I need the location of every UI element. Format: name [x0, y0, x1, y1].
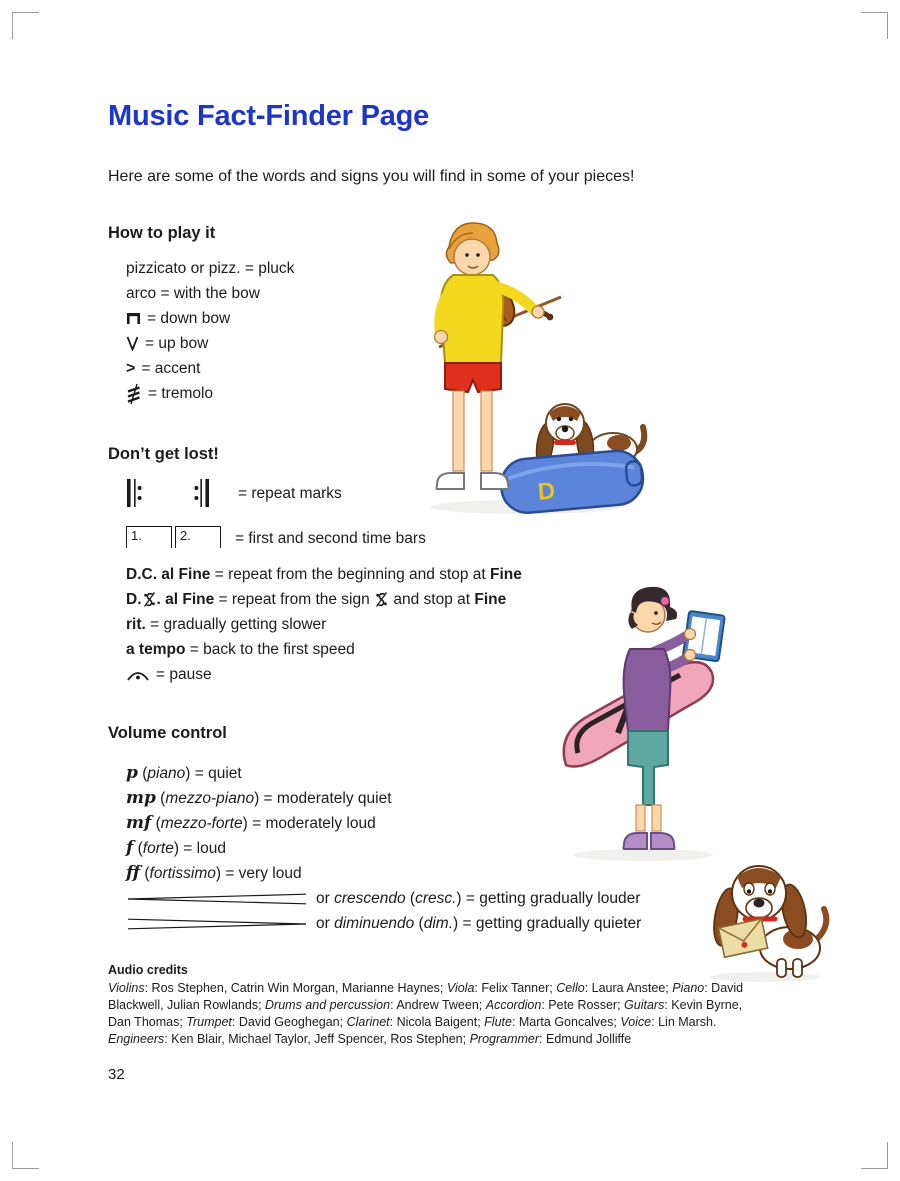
segno-icon — [143, 591, 156, 608]
cresc-definition: ) = getting gradually louder — [456, 890, 641, 907]
open-paren: ( — [137, 765, 148, 782]
cresc-abbr: cresc. — [415, 890, 457, 907]
credit-label: Clarinet — [346, 1015, 390, 1029]
crescendo-line — [126, 886, 768, 911]
credit-names: : Felix Tanner; — [474, 981, 557, 995]
credit-names: : Ken Blair, Michael Taylor, Jeff Spencer, Ros Stephen; — [164, 1032, 470, 1046]
credits-text — [108, 980, 753, 1048]
cresc-mid: ( — [405, 890, 416, 907]
dim-pre: or — [316, 915, 335, 932]
credit-label: Programmer — [469, 1032, 540, 1046]
segno-icon — [375, 591, 388, 608]
accent-label: = accent — [141, 360, 201, 377]
open-paren: ( — [155, 790, 166, 807]
piano-term: piano — [147, 765, 186, 782]
crescendo-hairpin-icon — [126, 893, 308, 905]
credits-heading: Audio credits — [108, 963, 188, 977]
credit-label: Viola — [446, 981, 475, 995]
fortissimo-definition: ) = very loud — [215, 865, 302, 882]
open-paren: ( — [133, 840, 143, 857]
crop-mark-bottom-left — [12, 1142, 39, 1169]
page-number: 32 — [108, 1066, 125, 1083]
credit-label: Flute — [484, 1015, 512, 1029]
a-tempo-term: a tempo — [126, 641, 186, 658]
credit-label: Cello — [556, 981, 585, 995]
credit-names: : Pete Rosser; — [541, 998, 625, 1012]
mezzo-forte-term: mezzo-forte — [160, 815, 243, 832]
credit-label: Trumpet — [186, 1015, 232, 1029]
forte-symbol: f — [126, 838, 134, 858]
credit-label: Violins — [108, 981, 145, 995]
heading-how-to-play: How to play it — [108, 224, 216, 242]
crop-mark-bottom-right — [861, 1142, 888, 1169]
begin-repeat-icon — [126, 478, 144, 508]
open-paren: ( — [151, 815, 161, 832]
a-tempo-definition: = back to the first speed — [185, 641, 355, 658]
dim-term: diminuendo — [334, 915, 415, 932]
ds-definition-2: and stop at — [389, 591, 475, 608]
down-bow-label: = down bow — [147, 310, 231, 327]
credit-names: : Andrew Tween; — [390, 998, 486, 1012]
credit-label: Piano — [672, 981, 705, 995]
second-time-bar — [175, 526, 221, 548]
illustration-girl-case-book — [548, 555, 748, 875]
first-time-bar — [126, 526, 172, 548]
rit-definition: = gradually getting slower — [145, 616, 327, 633]
credit-names: : Laura Anstee; — [584, 981, 673, 995]
open-paren: ( — [140, 865, 150, 882]
dim-mid: ( — [414, 915, 424, 932]
mezzo-piano-symbol: mp — [126, 788, 156, 808]
arco-line: arco = with the bow — [126, 285, 260, 302]
credit-names: : Lin Marsh. — [651, 1015, 717, 1029]
page-content — [108, 0, 768, 1083]
tremolo-label: = tremolo — [148, 385, 214, 402]
mezzo-forte-definition: ) = moderately loud — [242, 815, 376, 832]
rit-term: rit. — [126, 616, 146, 633]
credit-label: Guitars — [624, 998, 665, 1012]
intro-text: Here are some of the words and signs you will find in some of your pieces! — [108, 168, 635, 185]
mezzo-piano-term: mezzo-piano — [165, 790, 255, 807]
credit-names: : Edmund Jolliffe — [539, 1032, 632, 1046]
dc-fine: Fine — [490, 566, 522, 583]
cresc-term: crescendo — [334, 890, 406, 907]
second-time-label: 2. — [180, 528, 191, 543]
credit-names: : Nicola Baigent; — [389, 1015, 485, 1029]
credit-label: Voice — [620, 1015, 652, 1029]
forte-term: forte — [142, 840, 174, 857]
repeat-marks-label: = repeat marks — [238, 484, 342, 502]
cresc-pre: or — [316, 890, 335, 907]
credit-label: Accordion — [485, 998, 542, 1012]
credit-names: : David Blackwell, Julian Rowlands; — [108, 981, 744, 1012]
credit-label: Drums and percussion — [265, 998, 391, 1012]
time-bars-line — [126, 524, 768, 548]
down-bow-icon — [126, 312, 141, 325]
first-time-label: 1. — [131, 528, 142, 543]
case-letter: D — [536, 477, 557, 506]
ds-definition-1: = repeat from the sign — [214, 591, 375, 608]
ds-post: . al Fine — [156, 591, 215, 608]
mezzo-forte-symbol: mf — [126, 813, 152, 833]
end-repeat-icon — [192, 478, 210, 508]
dim-abbr: dim. — [423, 915, 454, 932]
dim-definition: ) = getting gradually quieter — [453, 915, 642, 932]
credit-names: : Kevin Byrne, Dan Thomas; — [108, 998, 743, 1029]
fortissimo-symbol: ff — [126, 863, 141, 883]
illustration-boy-violin-dog — [375, 205, 665, 525]
up-bow-label: = up bow — [145, 335, 209, 352]
piano-symbol: p — [126, 763, 138, 783]
heading-dont-get-lost: Don’t get lost! — [108, 445, 219, 463]
piano-definition: ) = quiet — [185, 765, 242, 782]
up-bow-icon — [126, 336, 139, 351]
credit-names: : David Geoghegan; — [231, 1015, 347, 1029]
ds-fine: Fine — [474, 591, 507, 608]
fortissimo-term: fortissimo — [149, 865, 216, 882]
crop-mark-top-right — [861, 12, 888, 39]
pause-label: = pause — [156, 666, 212, 683]
forte-definition: ) = loud — [173, 840, 226, 857]
credit-label: Engineers — [108, 1032, 165, 1046]
ds-pre: D. — [126, 591, 142, 608]
credit-names: : Ros Stephen, Catrin Win Morgan, Marianne Haynes; — [144, 981, 447, 995]
diminuendo-line — [126, 911, 768, 936]
illustration-dog-letter — [695, 845, 830, 985]
tremolo-icon — [126, 383, 142, 405]
fermata-icon — [126, 668, 150, 682]
dc-definition: = repeat from the beginning and stop at — [210, 566, 491, 583]
credit-names: : Marta Goncalves; — [511, 1015, 621, 1029]
diminuendo-hairpin-icon — [126, 918, 308, 930]
dc-term: D.C. al Fine — [126, 566, 211, 583]
pizzicato-line: pizzicato or pizz. = pluck — [126, 260, 295, 277]
page-title: Music Fact-Finder Page — [108, 100, 430, 132]
audio-credits — [108, 962, 753, 1048]
mezzo-piano-definition: ) = moderately quiet — [254, 790, 392, 807]
heading-volume-control: Volume control — [108, 724, 227, 742]
accent-icon: > — [126, 360, 136, 377]
time-bars-label: = first and second time bars — [235, 530, 426, 547]
crop-mark-top-left — [12, 12, 39, 39]
